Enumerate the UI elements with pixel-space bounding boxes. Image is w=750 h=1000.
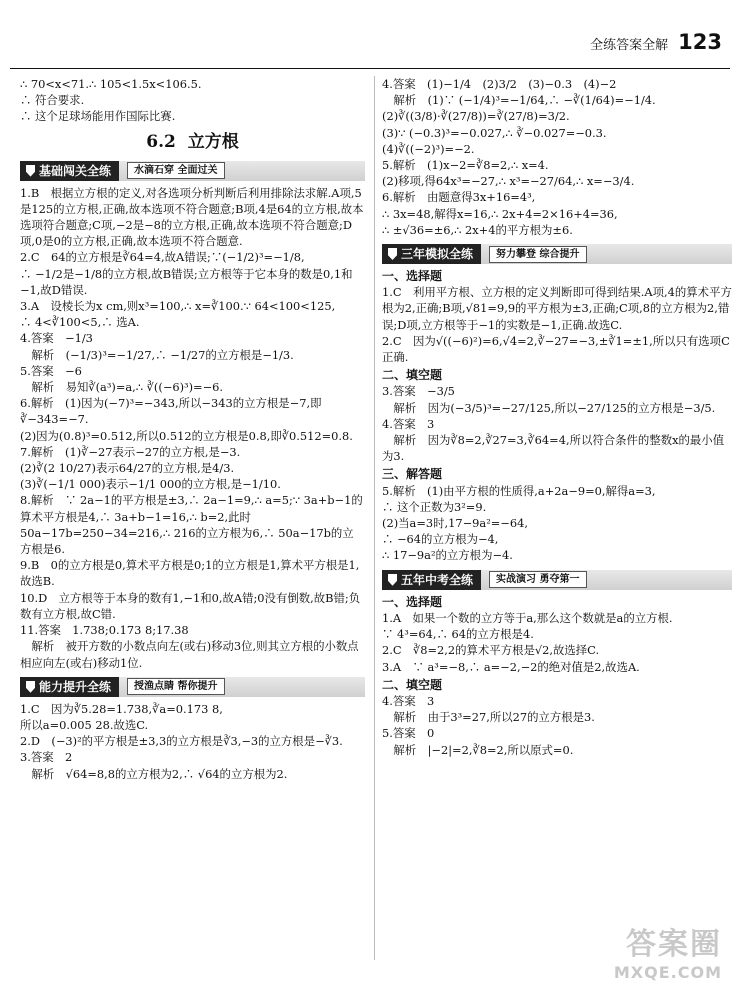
answer-line: 解析 √64=8,8的立方根为2,∴ √64的立方根为2. [20, 766, 288, 781]
answer-line: ∴ −1/2是−1/8的立方根,故B错误;立方根等于它本身的数是0,1和−1,故D错误. [20, 266, 353, 297]
answer-line: 2.C 因为√((−6)²)=6,√4=2,∛−27=−3,±∛1=±1,所以只有选项C正确. [382, 333, 730, 365]
answer-line: 6.解析 由题意得3x+16=4³, [382, 190, 536, 205]
watermark [614, 919, 722, 982]
section-heading [20, 129, 365, 155]
band-five-year [382, 570, 732, 590]
answer-line: (2)当a=3时,17−9a²=−64, [382, 516, 528, 531]
answer-line: 解析 被开方数的小数点向左(或右)移动3位,则其立方根的小数点相应向左(或右)移动1位. [20, 639, 359, 670]
subheading-choice: 一、选择题 [382, 594, 443, 609]
band-label: 基础闯关全练 [39, 163, 112, 178]
answer-line: ∴ 4<∛100<5,∴ 选A. [20, 315, 140, 330]
answer-line: 3.A ∵ a³=−8,∴ a=−2,−2的绝对值是2,故选A. [382, 659, 640, 674]
band-ability [20, 677, 365, 697]
answer-line: ∴ 这个足球场能用作国际比赛. [20, 109, 176, 124]
subheading-fill: 二、填空题 [382, 368, 443, 383]
answer-line: 1.C 利用平方根、立方根的定义判断即可得到结果.A项,4的算术平方根为2,正确;B项,√81=9,9的平方根为±3,正确;C项,8的立方根为2,错误;D项,立方根等于−1的实数是−1,正确.故选C. [382, 285, 732, 332]
answer-line: 7.解析 (1)∛−27表示−27的立方根,是−3. [20, 444, 241, 459]
answer-line: ∴ 70<x<71.∴ 105<1.5x<106.5. [20, 77, 202, 91]
three-choice-answers [382, 284, 732, 365]
answer-line: 2.D (−3)²的平方根是±3,3的立方根是∛3,−3的立方根是−∛3. [20, 734, 343, 749]
answer-line: (2)因为(0.8)³=0.512,所以0.512的立方根是0.8,即∛0.512=0.8. [20, 428, 353, 443]
answer-line: 3.答案 −3/5 [382, 384, 455, 399]
answer-line: 解析 因为∛8=2,∛27=3,∛64=4,所以符合条件的整数x的最小值为3. [382, 433, 725, 464]
left-column [20, 76, 365, 782]
answer-line: ∴ ±√36=±6,∴ 2x+4的平方根为±6. [382, 222, 573, 237]
answer-line: 5.答案 0 [382, 726, 435, 741]
band-tag: 努力攀登 综合提升 [489, 246, 586, 263]
answer-line: 9.B 0的立方根是0,算术平方根是0;1的立方根是1,算术平方根是1,故选B. [20, 558, 360, 589]
answer-line: 解析 由于3³=27,所以27的立方根是3. [382, 710, 595, 725]
band-label: 能力提升全练 [39, 679, 112, 694]
five-choice-answers [382, 610, 732, 675]
answer-line: (4)∛((−2)³)=−2. [382, 141, 475, 156]
answer-line: 1.B 根据立方根的定义,对各选项分析判断后利用排除法求解.A项,5是125的立方根,正确,故本选项不符合题意;B项,4是64的立方根,故本选项符合题意;C项,−2是−8的立方根,正确,故本选项不符合题意;D项,0是0的立方根,正确,故本选项不符合题意. [20, 185, 364, 249]
answer-line: 解析 因为(−3/5)³=−27/125,所以−27/125的立方根是−3/5. [382, 400, 716, 415]
band-tag: 水滴石穿 全面过关 [127, 162, 224, 179]
right-top-block [382, 76, 732, 238]
bookmark-icon [26, 165, 35, 177]
answer-line: 解析 (−1/3)³=−1/27,∴ −1/27的立方根是−1/3. [20, 347, 294, 362]
right-column [382, 76, 732, 758]
answer-line: 1.A 如果一个数的立方等于a,那么这个数就是a的立方根. [382, 610, 673, 625]
header-rule [10, 68, 730, 69]
band-label: 三年模拟全练 [401, 247, 474, 262]
answer-line: 11.答案 1.738;0.173 8;17.38 [20, 623, 189, 638]
band-basic [20, 161, 365, 181]
answer-line: 8.解析 ∵ 2a−1的平方根是±3,∴ 2a−1=9,∴ a=5;∵ 3a+b−1的算术平方根是4,∴ 3a+b−1=16,∴ b=2,此时50a−17b=250−34=216,∴ 216的立方根为6,∴ 50a−17b的立方根是6. [20, 493, 363, 557]
answer-line: 6.解析 (1)因为(−7)³=−343,所以−343的立方根是−7,即∛−343=−7. [20, 396, 322, 427]
left-top-block [20, 76, 365, 125]
answer-line: 2.C 64的立方根是∛64=4,故A错误;∵(−1/2)³=−1/8, [20, 250, 305, 265]
five-fill-answers [382, 693, 732, 758]
ability-answers [20, 701, 365, 782]
band-label: 五年中考全练 [401, 572, 474, 587]
answer-line: 4.答案 3 [382, 693, 435, 708]
subheading-solve: 三、解答题 [382, 467, 443, 482]
three-fill-answers [382, 383, 732, 464]
band-tag: 实战演习 勇夺第一 [489, 571, 586, 588]
answer-line: 10.D 立方根等于本身的数有1,−1和0,故A错;0没有倒数,故B错;负数有立方根,故C错. [20, 590, 361, 621]
answer-line: ∴ 这个正数为3²=9. [382, 499, 487, 514]
page-header [590, 30, 722, 54]
section-number: 6.2 [146, 131, 176, 152]
answer-line: ∴ 17−9a²的立方根为−4. [382, 548, 513, 563]
answer-line: ∴ 3x=48,解得x=16,∴ 2x+4=2×16+4=36, [382, 206, 618, 221]
answer-line: 解析 (1)∵ (−1/4)³=−1/64,∴ −∛(1/64)=−1/4. [382, 93, 656, 108]
answer-line: ∵ 4³=64,∴ 64的立方根是4. [382, 627, 534, 642]
band-three-year [382, 244, 732, 264]
answer-line: 1.C 因为∛5.28=1.738,∛a=0.173 8, [20, 701, 223, 716]
section-title: 立方根 [187, 131, 239, 152]
answer-line: (2)∛((3/8)·∛(27/8))=∛(27/8)=3/2. [382, 109, 570, 124]
answer-line: 解析 |−2|=2,∛8=2,所以原式=0. [382, 742, 574, 757]
bookmark-icon [388, 248, 397, 260]
page-number: 123 [678, 30, 722, 54]
answer-line: 4.答案 3 [382, 416, 435, 431]
header-title: 全练答案全解 [590, 38, 669, 53]
answer-line: 解析 易知∛(a³)=a,∴ ∛((−6)³)=−6. [20, 380, 224, 395]
subheading-choice: 一、选择题 [382, 269, 443, 284]
answer-line: (3)∛(−1/1 000)表示−1/1 000的立方根,是−1/10. [20, 477, 281, 492]
answer-line: 3.A 设棱长为x cm,则x³=100,∴ x=∛100.∵ 64<100<125, [20, 299, 336, 314]
answer-line: 所以a=0.005 28.故选C. [20, 717, 149, 732]
bookmark-icon [388, 574, 397, 586]
answer-line: 4.答案 (1)−1/4 (2)3/2 (3)−0.3 (4)−2 [382, 77, 617, 91]
answer-line: 5.解析 (1)由平方根的性质得,a+2a−9=0,解得a=3, [382, 483, 656, 498]
answer-line: 4.答案 −1/3 [20, 331, 93, 346]
answer-line: 5.解析 (1)x−2=∛8=2,∴ x=4. [382, 158, 549, 173]
answer-line: ∴ 符合要求. [20, 93, 85, 108]
watermark-logo: 答案圈 [626, 927, 722, 962]
column-divider [374, 76, 375, 960]
answer-line: ∴ −64的立方根为−4, [382, 532, 499, 547]
watermark-url: MXQE.COM [613, 963, 722, 982]
answer-line: 3.答案 2 [20, 750, 73, 765]
answer-line: (2)∛(2 10/27)表示64/27的立方根,是4/3. [20, 461, 235, 476]
three-solve-answers [382, 483, 732, 564]
band-tag: 授渔点睛 帮你提升 [127, 678, 224, 695]
bookmark-icon [26, 681, 35, 693]
subheading-fill: 二、填空题 [382, 677, 443, 692]
answer-line: (3)∵ (−0.3)³=−0.027,∴ ∛−0.027=−0.3. [382, 125, 607, 140]
basic-answers [20, 185, 365, 671]
answer-line: 5.答案 −6 [20, 363, 82, 378]
answer-line: 2.C ∛8=2,2的算术平方根是√2,故选择C. [382, 643, 600, 658]
answer-line: (2)移项,得64x³=−27,∴ x³=−27/64,∴ x=−3/4. [382, 174, 635, 189]
